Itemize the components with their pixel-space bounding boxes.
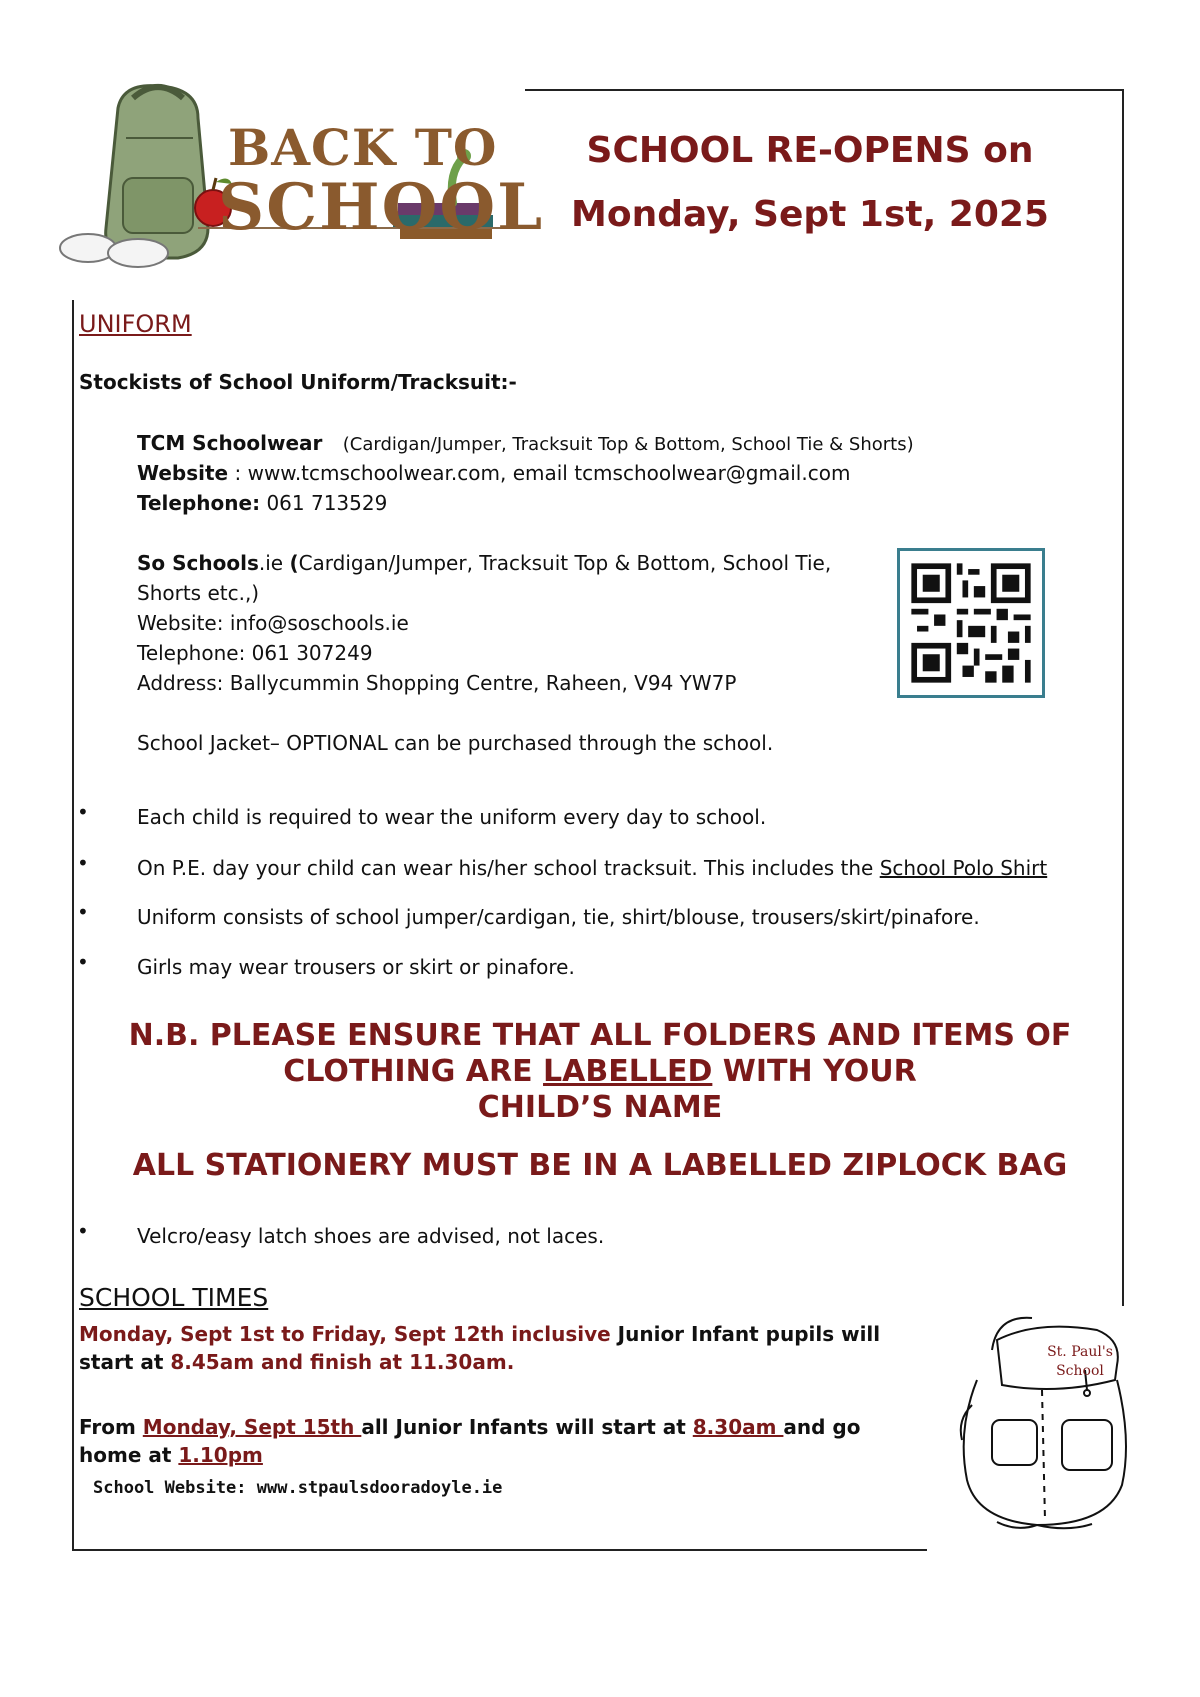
times-p2-c: and go: [783, 1415, 861, 1439]
so-address: Address: Ballycummin Shopping Centre, Raheen, V94 YW7P: [137, 671, 737, 695]
times-p2-red3: 1.10pm: [178, 1443, 263, 1467]
backpack-label-line1: St. Paul's: [1047, 1344, 1113, 1360]
bullet-icon: •: [77, 1219, 89, 1243]
polo-shirt-text: School Polo Shirt: [879, 856, 1048, 880]
tcm-website-value[interactable]: : www.tcmschoolwear.com, email tcmschoolwear@gmail.com: [234, 461, 851, 485]
times-p1-end: .: [506, 1350, 515, 1374]
qr-code-icon: [900, 551, 1042, 695]
bullet-girls: Girls may wear trousers or skirt or pinafore.: [137, 955, 575, 979]
shoes-note: Velcro/easy latch shoes are advised, not laces.: [137, 1224, 605, 1248]
so-items-line1: Cardigan/Jumper, Tracksuit Top & Bottom, School Tie,: [298, 551, 832, 575]
nb-line2: [85, 1053, 1115, 1090]
school-times-title: SCHOOL TIMES: [79, 1283, 269, 1312]
frame-bottom-line: [72, 1549, 927, 1551]
times-p1-black1: Junior Infant pupils will: [610, 1322, 881, 1346]
bullet-icon: •: [77, 900, 89, 924]
times-p2-d: home at: [79, 1443, 179, 1467]
bullet-pe-day: [137, 853, 1047, 883]
times-p2-b: all Junior Infants will start at: [361, 1415, 693, 1439]
so-items-line2: Shorts etc.,): [137, 581, 260, 605]
bullet-pe-text: On P.E. day your child can wear his/her school tracksuit. This includes the: [137, 856, 880, 880]
jacket-note: School Jacket– OPTIONAL can be purchased through the school.: [137, 731, 774, 755]
frame-top-line: [525, 89, 1123, 91]
tcm-phone-line: [137, 488, 387, 518]
times-p1-black2: start at: [79, 1350, 171, 1374]
tcm-phone-label: Telephone:: [137, 491, 261, 515]
logo-text-line2: SCHOOL: [218, 170, 545, 245]
school-backpack-illustration: [937, 1310, 1147, 1540]
tcm-line: [137, 428, 914, 460]
stockists-label: Stockists of School Uniform/Tracksuit:-: [79, 370, 517, 394]
bullet-icon: •: [77, 851, 89, 875]
backpack-sketch-icon: [937, 1310, 1147, 1540]
uniform-title: UNIFORM: [79, 310, 192, 338]
so-website[interactable]: Website: info@soschools.ie: [137, 611, 409, 635]
nb-line1: N.B. PLEASE ENSURE THAT ALL FOLDERS AND ITEMS OF: [128, 1018, 1072, 1053]
times-para1: [79, 1320, 899, 1376]
reopen-heading-line2: Monday, Sept 1st, 2025: [571, 194, 1049, 235]
so-paren: (: [289, 551, 299, 575]
nb-line3: CHILD’S NAME: [477, 1090, 723, 1125]
stationery-note: ALL STATIONERY MUST BE IN A LABELLED ZIPLOCK BAG: [132, 1148, 1068, 1183]
times-p1-red1: Monday, Sept 1st to Friday, Sept 12th inclusive: [79, 1322, 611, 1346]
backpack-label-line2: School: [1056, 1363, 1104, 1379]
so-name-suffix: .ie: [258, 551, 284, 575]
qr-code[interactable]: [897, 548, 1045, 698]
times-p2-red1: Monday, Sept 15th: [142, 1415, 362, 1439]
tcm-website-label: Website: [137, 461, 229, 485]
nb-line2-post: WITH YOUR: [712, 1054, 917, 1089]
bullet-uniform-consists: Uniform consists of school jumper/cardigan, tie, shirt/blouse, trousers/skirt/pinafore.: [137, 905, 980, 929]
logo-text-line1: BACK TO: [228, 118, 498, 177]
bullet-uniform-daily: Each child is required to wear the uniform every day to school.: [137, 805, 767, 829]
tcm-name: TCM Schoolwear: [137, 431, 323, 455]
tcm-phone-value: 061 713529: [266, 491, 388, 515]
tcm-website-line: [137, 458, 850, 488]
bullet-icon: •: [77, 950, 89, 974]
so-line1: [137, 548, 831, 578]
frame-left-line: [72, 300, 74, 1550]
times-para2: [79, 1413, 899, 1469]
back-to-school-illustration: [48, 78, 545, 288]
school-website[interactable]: School Website: www.stpaulsdooradoyle.ie: [93, 1478, 503, 1498]
times-p2-a: From: [79, 1415, 143, 1439]
bullet-icon: •: [77, 800, 89, 824]
reopen-heading-line1: SCHOOL RE-OPENS on: [586, 130, 1034, 171]
nb-line2-pre: CLOTHING ARE: [283, 1054, 544, 1089]
nb-labelled: LABELLED: [543, 1054, 713, 1089]
so-name: So Schools: [137, 551, 259, 575]
times-p1-red2: 8.45am and finish at 11.30am: [170, 1350, 507, 1374]
tcm-items: (Cardigan/Jumper, Tracksuit Top & Bottom, School Tie & Shorts): [342, 434, 914, 455]
times-p2-red2: 8.30am: [692, 1415, 784, 1439]
frame-right-line: [1122, 89, 1124, 1306]
so-phone: Telephone: 061 307249: [137, 641, 373, 665]
